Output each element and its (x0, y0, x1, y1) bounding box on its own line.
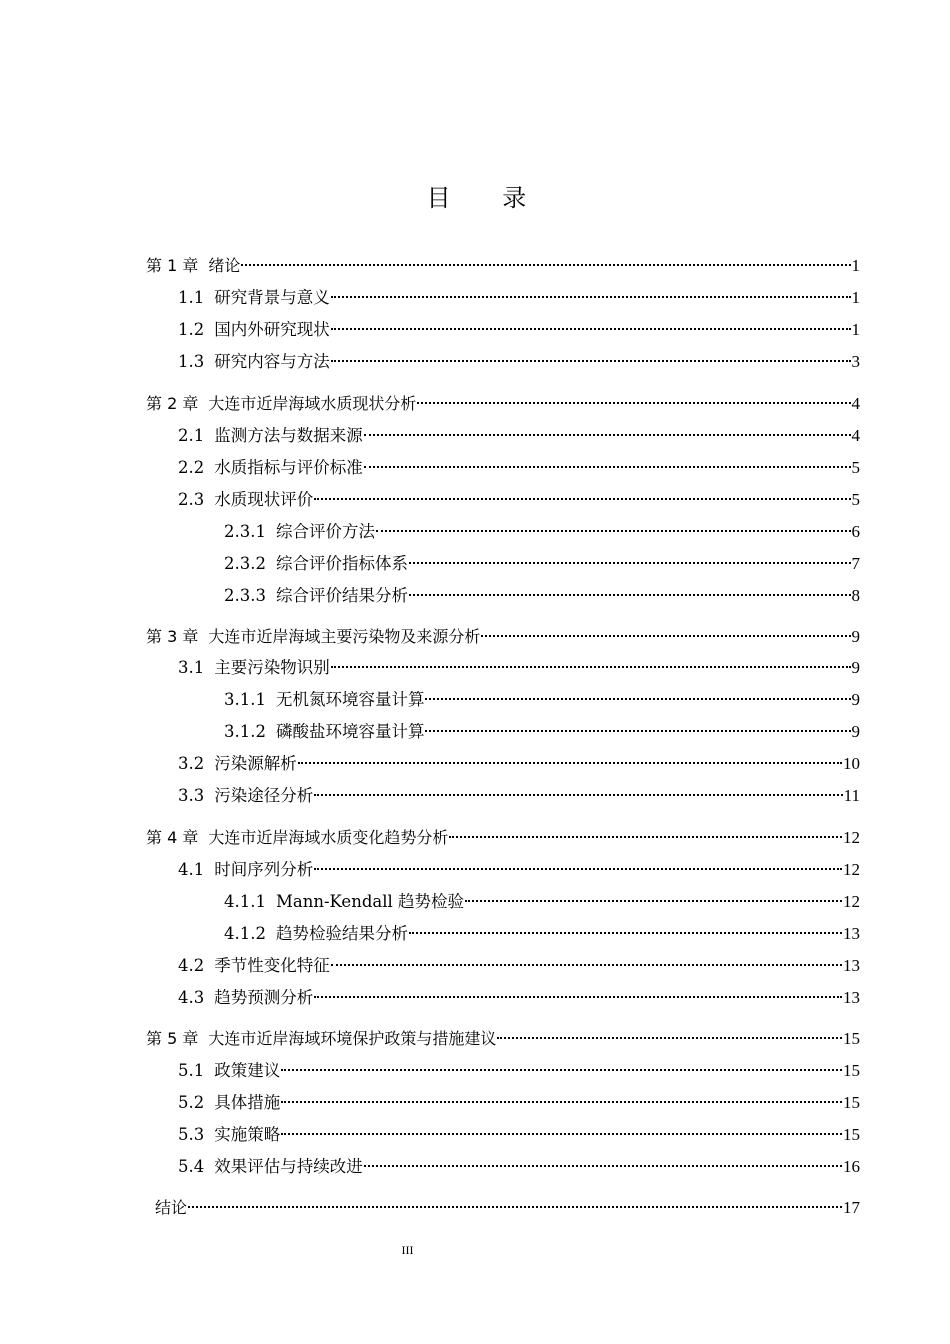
toc-entry-title: 污染途径分析 (214, 786, 314, 805)
toc-entry-title: 综合评价结果分析 (275, 586, 408, 605)
toc-page-number: 15 (843, 1125, 860, 1144)
toc-entry-number: 3.3 (178, 786, 205, 805)
toc-section-entry[interactable] (178, 779, 860, 807)
toc-subsection-entry[interactable] (224, 515, 860, 543)
toc-entry-number: 2.3.2 (224, 554, 266, 573)
toc-entry-number: 3.2 (178, 754, 205, 773)
dot-leader (314, 483, 850, 505)
dot-leader (188, 1191, 842, 1213)
dot-leader (425, 683, 850, 705)
toc-entry-title: 磷酸盐环境容量计算 (275, 722, 425, 741)
toc-page-number: 12 (843, 860, 860, 879)
toc-page-number: 4 (851, 426, 860, 445)
toc-entry-title: 综合评价方法 (275, 522, 375, 541)
toc-entry-title: 绪论 (208, 256, 241, 275)
toc-section-entry[interactable] (178, 419, 860, 447)
toc-entry-number: 4.1.2 (224, 924, 266, 943)
dot-leader (281, 1086, 842, 1108)
toc-page-number: 5 (851, 490, 860, 509)
toc-entry-title: 大连市近岸海域主要污染物及来源分析 (208, 627, 481, 646)
toc-entry-title: 政策建议 (214, 1061, 281, 1080)
toc-page-number: 13 (843, 956, 860, 975)
dot-leader (331, 949, 842, 971)
toc-page-number: 15 (843, 1061, 860, 1080)
toc-page-number: 7 (851, 554, 860, 573)
toc-section-entry[interactable] (178, 651, 860, 679)
dot-leader (314, 779, 842, 801)
toc-entry-number: 3.1.1 (224, 690, 266, 709)
toc-section-entry[interactable] (178, 451, 860, 479)
toc-subsection-entry[interactable] (224, 885, 860, 913)
toc-page-number: 5 (851, 458, 860, 477)
toc-entry-number: 2.2 (178, 458, 205, 477)
toc-entry-title: 大连市近岸海域水质现状分析 (208, 394, 417, 413)
toc-page-number: 16 (843, 1157, 860, 1176)
toc-section-entry[interactable] (178, 1054, 860, 1082)
toc-entry-title: Mann-Kendall 趋势检验 (275, 892, 465, 911)
toc-subsection-entry[interactable] (224, 917, 860, 945)
toc-entry-title: 实施策略 (214, 1125, 281, 1144)
dot-leader (281, 1054, 842, 1076)
dot-leader (281, 1118, 842, 1140)
toc-section-entry[interactable] (178, 747, 860, 775)
toc-page-number: 4 (851, 394, 860, 413)
toc-entry-number: 2.3.1 (224, 522, 266, 541)
toc-page-number: 9 (851, 627, 860, 646)
toc-entry-title: 趋势检验结果分析 (275, 924, 408, 943)
toc-page-number: 9 (851, 722, 860, 741)
toc-chapter-entry[interactable] (146, 249, 860, 277)
dot-leader (465, 885, 842, 907)
toc-entry-title: 主要污染物识别 (214, 658, 330, 677)
dot-leader (449, 821, 842, 843)
dot-leader (364, 1150, 842, 1172)
toc-entry-title: 水质指标与评价标准 (214, 458, 363, 477)
toc-page-number: 15 (843, 1029, 860, 1048)
toc-entry-title: 效果评估与持续改进 (214, 1157, 363, 1176)
toc-page-number: 8 (851, 586, 860, 605)
dot-leader (409, 917, 842, 939)
toc-page-number: 1 (851, 288, 860, 307)
toc-entry-title: 污染源解析 (214, 754, 297, 773)
toc-entry-number: 4.1.1 (224, 892, 266, 911)
toc-entry-number: 2.1 (178, 426, 205, 445)
dot-leader (364, 419, 851, 441)
toc-page-number: 1 (851, 320, 860, 339)
toc-section-entry[interactable] (178, 853, 860, 881)
toc-chapter-entry[interactable] (146, 1022, 860, 1050)
toc-entry-number: 5.4 (178, 1157, 205, 1176)
toc-section-entry[interactable] (178, 1150, 860, 1178)
toc-entry-number: 5.1 (178, 1061, 205, 1080)
toc-page-number: 6 (851, 522, 860, 541)
toc-entry-title: 大连市近岸海域水质变化趋势分析 (208, 828, 449, 847)
toc-page-number: 12 (843, 892, 860, 911)
dot-leader (425, 715, 850, 737)
toc-entry-title: 研究背景与意义 (214, 288, 330, 307)
toc-chapter-entry[interactable] (146, 620, 860, 648)
toc-entry-number: 第 5 章 (146, 1029, 199, 1048)
toc-section-entry[interactable] (178, 1086, 860, 1114)
toc-chapter-entry[interactable] (155, 1191, 860, 1219)
toc-page-number: 13 (843, 988, 860, 1007)
toc-entry-number: 2.3 (178, 490, 205, 509)
toc-entry-number: 3.1.2 (224, 722, 266, 741)
toc-entry-number: 1.3 (178, 352, 205, 371)
dot-leader (409, 547, 851, 569)
dot-leader (331, 281, 851, 303)
toc-entry-number: 5.2 (178, 1093, 205, 1112)
toc-entry-number: 5.3 (178, 1125, 205, 1144)
dot-leader (376, 515, 851, 537)
toc-entry-title: 水质现状评价 (214, 490, 314, 509)
toc-entry-number: 第 2 章 (146, 394, 199, 413)
toc-chapter-entry[interactable] (146, 387, 860, 415)
toc-entry-title: 趋势预测分析 (214, 988, 314, 1007)
toc-entry-title: 具体措施 (214, 1093, 281, 1112)
toc-entry-number: 第 3 章 (146, 627, 199, 646)
toc-section-entry[interactable] (178, 313, 860, 341)
toc-section-entry[interactable] (178, 281, 860, 309)
toc-entry-title: 时间序列分析 (214, 860, 314, 879)
toc-page-number: 13 (843, 924, 860, 943)
dot-leader (298, 747, 842, 769)
toc-entry-number: 第 1 章 (146, 256, 199, 275)
dot-leader (314, 981, 842, 1003)
toc-entry-number: 第 4 章 (146, 828, 199, 847)
dot-leader (331, 313, 851, 335)
toc-subsection-entry[interactable] (224, 579, 860, 607)
toc-section-entry[interactable] (178, 345, 860, 373)
toc-chapter-entry[interactable] (146, 821, 860, 849)
toc-entry-number: 4.1 (178, 860, 205, 879)
toc-entry-title: 结论 (155, 1198, 188, 1217)
toc-page-number: 17 (843, 1198, 860, 1217)
toc-section-entry[interactable] (178, 1118, 860, 1146)
toc-page-number: 15 (843, 1093, 860, 1112)
toc-page-number: 11 (843, 786, 860, 805)
toc-subsection-entry[interactable] (224, 715, 860, 743)
toc-entry-number: 1.1 (178, 288, 205, 307)
toc-entry-title: 综合评价指标体系 (275, 554, 408, 573)
toc-entry-title: 研究内容与方法 (214, 352, 330, 371)
dot-leader (481, 620, 850, 642)
toc-entry-title: 大连市近岸海域环境保护政策与措施建议 (208, 1029, 497, 1048)
toc-entry-title: 国内外研究现状 (214, 320, 330, 339)
dot-leader (417, 387, 850, 409)
toc-page-number: 10 (843, 754, 860, 773)
toc-entry-number: 4.2 (178, 956, 205, 975)
toc-entry-title: 季节性变化特征 (214, 956, 330, 975)
toc-section-entry[interactable] (178, 483, 860, 511)
toc-section-entry[interactable] (178, 981, 860, 1009)
toc-page-number: 12 (843, 828, 860, 847)
dot-leader (241, 249, 850, 271)
page-title: 目 录 (426, 184, 549, 212)
toc-page-number: 9 (851, 690, 860, 709)
dot-leader (314, 853, 842, 875)
dot-leader (331, 651, 851, 673)
toc-section-entry[interactable] (178, 949, 860, 977)
toc-entry-number: 4.3 (178, 988, 205, 1007)
toc-entry-title: 监测方法与数据来源 (214, 426, 363, 445)
toc-entry-number: 2.3.3 (224, 586, 266, 605)
page-number-footer: III (401, 1243, 414, 1257)
dot-leader (497, 1022, 842, 1044)
toc-entry-title: 无机氮环境容量计算 (275, 690, 425, 709)
toc-subsection-entry[interactable] (224, 683, 860, 711)
toc-page-number: 3 (851, 352, 860, 371)
toc-subsection-entry[interactable] (224, 547, 860, 575)
dot-leader (331, 345, 851, 367)
dot-leader (364, 451, 851, 473)
toc-entry-number: 1.2 (178, 320, 205, 339)
dot-leader (409, 579, 851, 601)
toc-entry-number: 3.1 (178, 658, 205, 677)
toc-page-number: 9 (851, 658, 860, 677)
toc-page-number: 1 (851, 256, 860, 275)
